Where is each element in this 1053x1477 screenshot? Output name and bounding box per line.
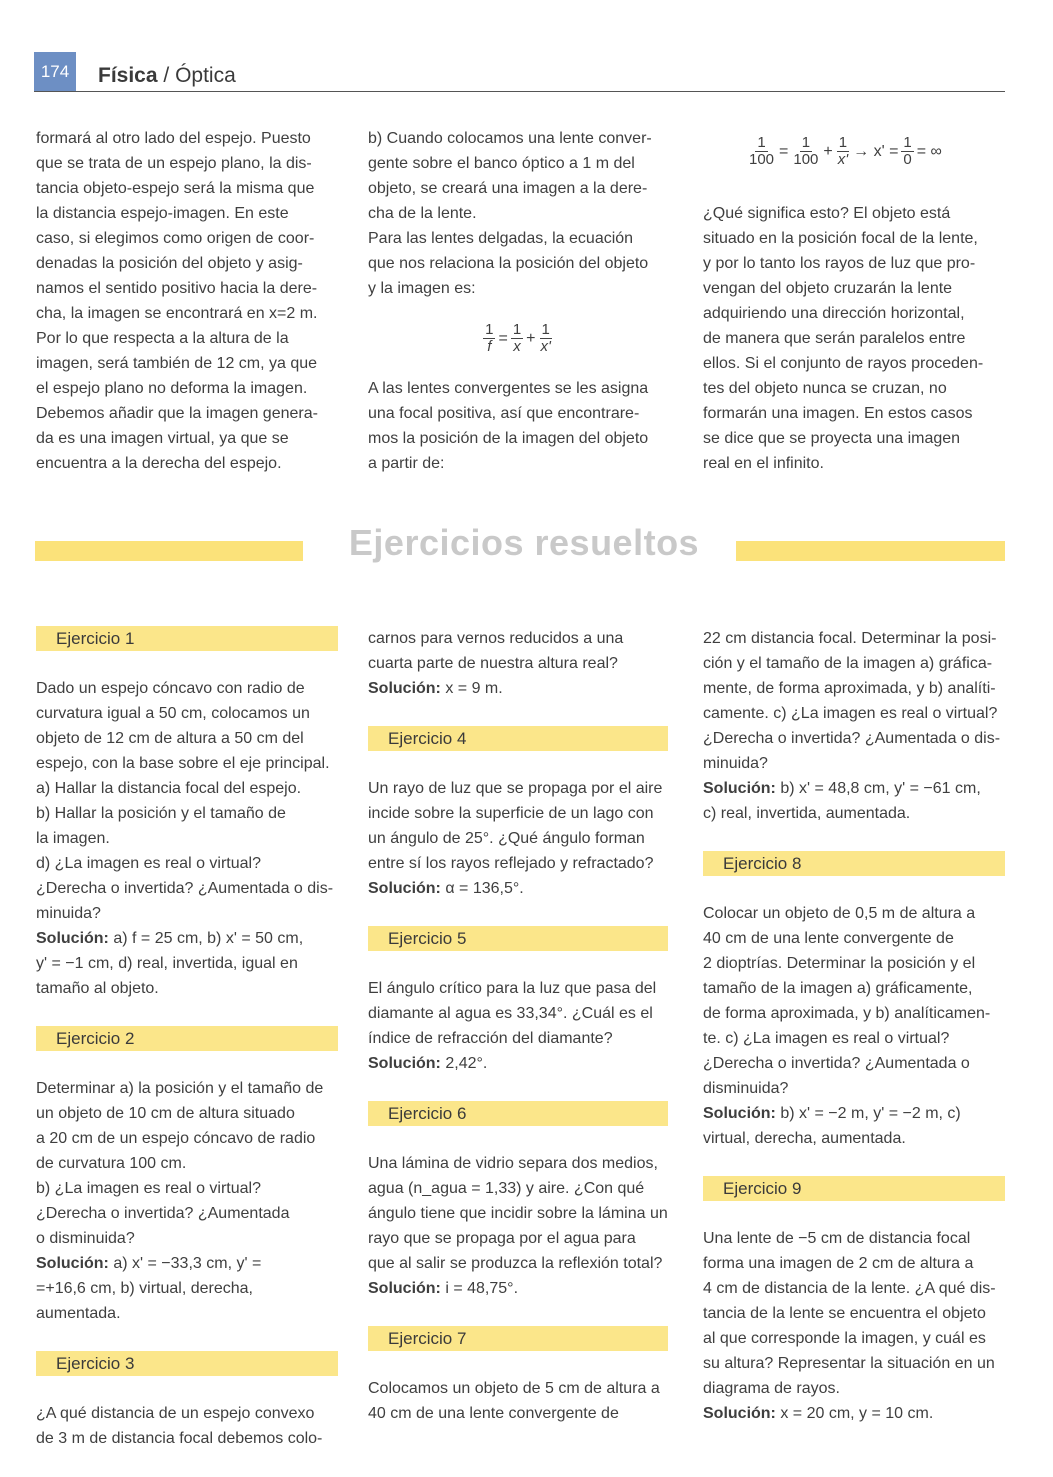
text-line: gente sobre el banco óptico a 1 m del <box>368 155 635 172</box>
fraction: $\frac{1}{0}$ <box>903 133 912 168</box>
text-line: que se trata de un espejo plano, la dis- <box>36 155 312 172</box>
exercise-heading: Ejercicio 5 <box>368 926 668 951</box>
solution-line <box>36 926 338 951</box>
text-line: Un rayo de luz que se propaga por el aire <box>368 780 663 797</box>
text-line: 22 cm distancia focal. Determinar la posi- <box>703 630 997 647</box>
text-line: al que corresponde la imagen, y cuál es <box>703 1330 986 1347</box>
text-line: caso, si elegimos como origen de coor- <box>36 230 315 247</box>
solution-text: α = 136,5°. <box>445 880 524 897</box>
solution-line <box>368 876 668 901</box>
text-line: virtual, derecha, aumentada. <box>703 1130 906 1147</box>
solution-line <box>36 1251 338 1276</box>
text-line: 4 cm de distancia de la lente. ¿A qué dis- <box>703 1280 996 1297</box>
text-line: su altura? Representar la situación en un <box>703 1355 995 1372</box>
text-line: Por lo que respecta a la altura de la <box>36 330 289 347</box>
text-line: se dice que se proyecta una imagen <box>703 430 961 447</box>
fraction: $\frac{1}{x'}$ <box>540 321 551 355</box>
text-line: formarán una imagen. En estos casos <box>703 405 973 422</box>
solution-text: i = 48,75°. <box>445 1280 519 1297</box>
intro-column-3 <box>703 126 1013 476</box>
text-line: que al salir se produzca la reflexión total? <box>368 1255 663 1272</box>
arrow-expression: → x' = <box>853 142 899 160</box>
thin-lens-equation <box>368 301 668 376</box>
text-line: objeto de 12 cm de altura a 50 cm del <box>36 730 304 747</box>
text-line: mente, de forma aproximada, y b) analíti- <box>703 680 996 697</box>
equals-sign: = <box>498 330 508 347</box>
text-line: agua (n_agua = 1,33) y aire. ¿Con qué <box>368 1180 645 1197</box>
text-line: te. c) ¿La imagen es real o virtual? <box>703 1030 950 1047</box>
text-line: Determinar a) la posición y el tamaño de <box>36 1080 324 1097</box>
plus-sign: + <box>823 142 833 160</box>
text-line: =+16,6 cm, b) virtual, derecha, aumentada. <box>36 1280 253 1322</box>
text-line: cha, la imagen se encontrará en x=2 m. <box>36 305 318 322</box>
text-line: real en el infinito. <box>703 455 824 472</box>
text-line: cuarta parte de nuestra altura real? <box>368 655 618 672</box>
text-line: Dado un espejo cóncavo con radio de <box>36 680 305 697</box>
text-line: diagrama de rayos. <box>703 1380 840 1397</box>
text-line: mos la posición de la imagen del objeto <box>368 430 649 447</box>
text-line: rayo que se propaga por el agua para <box>368 1230 636 1247</box>
solution-label: Solución: <box>368 1055 441 1072</box>
text-line: ¿A qué distancia de un espejo convexo <box>36 1405 315 1422</box>
solution-label: Solución: <box>368 880 441 897</box>
fraction: $\frac{1}{x}$ <box>512 321 522 355</box>
text-line: ción y el tamaño de la imagen a) gráfica- <box>703 655 993 672</box>
text-line: Una lente de −5 cm de distancia focal <box>703 1230 971 1247</box>
text-line: de curvatura 100 cm. <box>36 1155 187 1172</box>
exercise-heading: Ejercicio 4 <box>368 726 668 751</box>
solution-label: Solución: <box>703 780 776 797</box>
text-line: c) real, invertida, aumentada. <box>703 805 911 822</box>
text-line: el espejo plano no deforma la imagen. <box>36 380 308 397</box>
solution-line <box>368 1276 668 1301</box>
fraction: $\frac{1}{x'}$ <box>837 133 849 168</box>
text-line: d) ¿La imagen es real o virtual? <box>36 855 261 872</box>
text-line: y la imagen es: <box>368 280 476 297</box>
text-line: b) ¿La imagen es real o virtual? <box>36 1180 261 1197</box>
solution-text: b) x' = 48,8 cm, y' = −61 cm, <box>780 780 981 797</box>
solution-line <box>703 776 1005 801</box>
text-line: diamante al agua es 33,34°. ¿Cuál es el <box>368 1005 653 1022</box>
text-line: y por lo tanto los rayos de luz que pro- <box>703 255 976 272</box>
text-line: ¿Derecha o invertida? ¿Aumentada o <box>703 1055 970 1072</box>
solution-text: x = 9 m. <box>445 680 503 697</box>
exercise-heading: Ejercicio 7 <box>368 1326 668 1351</box>
text-line: entre sí los rayos reflejado y refractado? <box>368 855 654 872</box>
header-separator: / <box>157 64 176 87</box>
text-line: encuentra a la derecha del espejo. <box>36 455 282 472</box>
solution-label: Solución: <box>368 1280 441 1297</box>
solution-line <box>703 1401 1005 1426</box>
text-line: un objeto de 10 cm de altura situado <box>36 1105 295 1122</box>
solution-text: x = 20 cm, y = 10 cm. <box>780 1405 934 1422</box>
section-banner-right-bar <box>736 541 1005 561</box>
exercise-heading: Ejercicio 6 <box>368 1101 668 1126</box>
solution-label: Solución: <box>36 930 109 947</box>
exercise-heading: Ejercicio 2 <box>36 1026 338 1051</box>
text-line: b) Cuando colocamos una lente conver- <box>368 130 652 147</box>
text-line: tancia de la lente se encuentra el objeto <box>703 1305 986 1322</box>
fraction: $\frac{1}{100}$ <box>749 133 775 168</box>
text-line: adquiriendo una dirección horizontal, <box>703 305 965 322</box>
intro-column-1 <box>36 126 346 476</box>
plus-sign: + <box>526 330 536 347</box>
text-line: Debemos añadir que la imagen genera- <box>36 405 318 422</box>
solution-label: Solución: <box>368 680 441 697</box>
text-line: objeto, se creará una imagen a la dere- <box>368 180 648 197</box>
section-title: Ejercicios resueltos <box>348 522 700 563</box>
text-line: 2 dioptrías. Determinar la posición y el <box>703 955 976 972</box>
text-line: Una lámina de vidrio separa dos medios, <box>368 1155 658 1172</box>
text-line: vengan del objeto cruzarán la lente <box>703 280 953 297</box>
text-line: espejo, con la base sobre el eje principal. <box>36 755 330 772</box>
exercise-heading: Ejercicio 9 <box>703 1176 1005 1201</box>
text-line: imagen, será también de 12 cm, ya que <box>36 355 318 372</box>
text-line: minuida? <box>36 905 101 922</box>
text-line: una focal positiva, así que encontrare- <box>368 405 640 422</box>
text-line: Colocamos un objeto de 5 cm de altura a <box>368 1380 660 1397</box>
text-line: incide sobre la superficie de un lago con <box>368 805 654 822</box>
infinity-result: = ∞ <box>916 142 942 160</box>
text-line: namos el sentido positivo hacia la dere- <box>36 280 318 297</box>
text-line: disminuida? <box>703 1080 789 1097</box>
text-line: forma una imagen de 2 cm de altura a <box>703 1255 974 1272</box>
section-banner-left-bar <box>35 541 303 561</box>
text-line: o disminuida? <box>36 1230 135 1247</box>
text-line: carnos para vernos reducidos a una <box>368 630 624 647</box>
text-line: tamaño de la imagen a) gráficamente, <box>703 980 973 997</box>
text-line: minuida? <box>703 755 768 772</box>
text-line: ellos. Si el conjunto de rayos proceden- <box>703 355 984 372</box>
text-line: camente. c) ¿La imagen es real o virtual? <box>703 705 998 722</box>
solution-text: a) x' = −33,3 cm, y' = <box>113 1255 262 1272</box>
exercise-heading: Ejercicio 3 <box>36 1351 338 1376</box>
text-line: El ángulo crítico para la luz que pasa del <box>368 980 657 997</box>
text-line: a 20 cm de un espejo cóncavo de radio <box>36 1130 316 1147</box>
text-line: Para las lentes delgadas, la ecuación <box>368 230 634 247</box>
text-line: la imagen. <box>36 830 110 847</box>
text-line: denadas la posición del objeto y asig- <box>36 255 303 272</box>
text-line: y' = −1 cm, d) real, invertida, igual en <box>36 955 298 972</box>
solution-text: a) f = 25 cm, b) x' = 50 cm, <box>113 930 304 947</box>
solution-label: Solución: <box>703 1105 776 1122</box>
text-line: de forma aproximada, y b) analíticamen- <box>703 1005 991 1022</box>
text-line: ¿Derecha o invertida? ¿Aumentada o dis- <box>36 880 334 897</box>
fraction: $\frac{1}{f}$ <box>485 321 494 355</box>
exercise-heading: Ejercicio 8 <box>703 851 1005 876</box>
text-line: curvatura igual a 50 cm, colocamos un <box>36 705 310 722</box>
text-line: ¿Derecha o invertida? ¿Aumentada <box>36 1205 290 1222</box>
equals-sign: = <box>779 142 789 160</box>
text-line: 40 cm de una lente convergente de <box>703 930 954 947</box>
intro-column-2 <box>368 126 678 476</box>
text-line: A las lentes convergentes se les asigna <box>368 380 649 397</box>
text-line: b) Hallar la posición y el tamaño de <box>36 805 286 822</box>
page-header <box>98 64 236 88</box>
text-line: a partir de: <box>368 455 445 472</box>
header-topic: Óptica <box>175 64 236 87</box>
text-line: 40 cm de una lente convergente de <box>368 1405 619 1422</box>
text-line: tes del objeto nunca se cruzan, no <box>703 380 947 397</box>
header-subject: Física <box>98 64 158 87</box>
solution-label: Solución: <box>36 1255 109 1272</box>
text-line: ¿Derecha o invertida? ¿Aumentada o dis- <box>703 730 1001 747</box>
text-line: la distancia espejo-imagen. En este <box>36 205 289 222</box>
text-line: de 3 m de distancia focal debemos colo- <box>36 1430 323 1447</box>
fraction: $\frac{1}{100}$ <box>793 133 819 168</box>
text-line: ángulo tiene que incidir sobre la lámina un <box>368 1205 668 1222</box>
solution-text: b) x' = −2 m, y' = −2 m, c) <box>780 1105 961 1122</box>
text-line: tancia objeto-espejo será la misma que <box>36 180 315 197</box>
text-line: formará al otro lado del espejo. Puesto <box>36 130 311 147</box>
solution-label: Solución: <box>703 1405 776 1422</box>
text-line: cha de la lente. <box>368 205 477 222</box>
exercise-heading: Ejercicio 1 <box>36 626 338 651</box>
text-line: índice de refracción del diamante? <box>368 1030 613 1047</box>
page-number: 174 <box>34 52 76 92</box>
header-divider <box>34 91 1005 92</box>
exercises-column-1 <box>36 626 338 1451</box>
image-position-equation <box>703 126 1007 176</box>
exercises-column-3 <box>703 626 1005 1426</box>
exercises-column-2 <box>368 626 668 1426</box>
text-line: tamaño al objeto. <box>36 980 159 997</box>
text-line: situado en la posición focal de la lente, <box>703 230 978 247</box>
text-line: Colocar un objeto de 0,5 m de altura a <box>703 905 976 922</box>
text-line: da es una imagen virtual, ya que se <box>36 430 289 447</box>
text-line: a) Hallar la distancia focal del espejo. <box>36 780 302 797</box>
text-line: un ángulo de 25°. ¿Qué ángulo forman <box>368 830 645 847</box>
solution-line <box>368 1051 668 1076</box>
solution-line <box>368 676 668 701</box>
solution-text: 2,42°. <box>445 1055 488 1072</box>
text-line: ¿Qué significa esto? El objeto está <box>703 205 951 222</box>
text-line: de manera que serán paralelos entre <box>703 330 966 347</box>
solution-line <box>703 1101 1005 1126</box>
text-line: que nos relaciona la posición del objeto <box>368 255 649 272</box>
